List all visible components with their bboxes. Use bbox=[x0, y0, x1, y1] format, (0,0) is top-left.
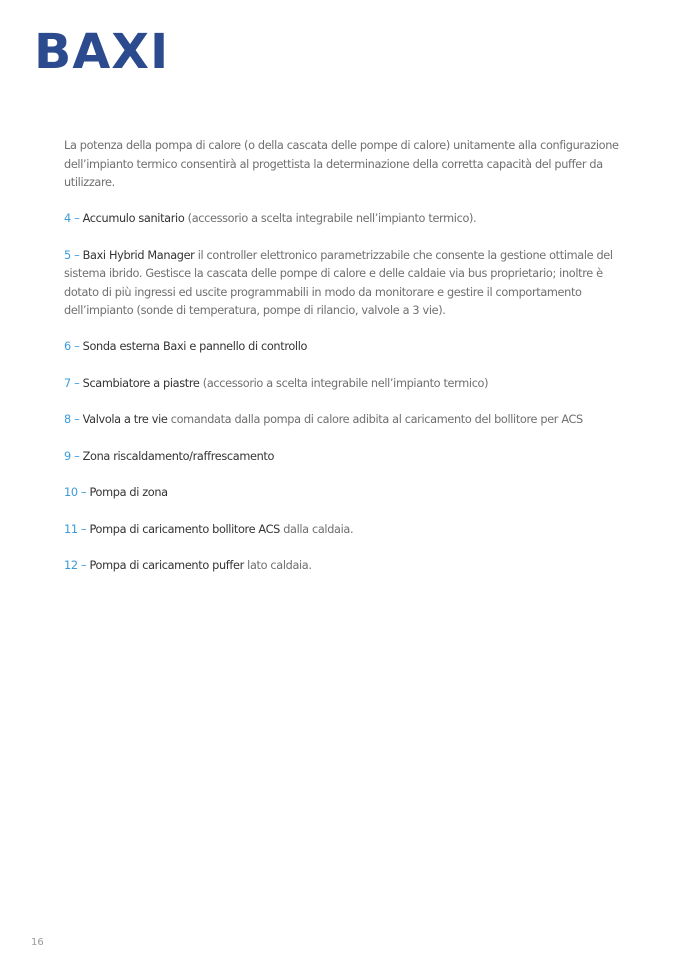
item-separator: – bbox=[70, 248, 83, 262]
item-number: 10 bbox=[64, 486, 78, 499]
item-title: Pompa di caricamento puffer bbox=[89, 559, 244, 572]
item-number: 8 bbox=[64, 413, 71, 426]
item-number: 6 bbox=[64, 340, 71, 353]
item-separator: – bbox=[70, 340, 83, 353]
item-title: Zona riscaldamento/raffrescamento bbox=[82, 449, 275, 463]
list-item bbox=[64, 338, 624, 357]
list-item bbox=[64, 557, 624, 576]
item-separator: – bbox=[70, 376, 83, 390]
document-body bbox=[64, 137, 624, 576]
item-separator: – bbox=[77, 559, 90, 572]
list-item bbox=[64, 247, 624, 321]
item-separator: – bbox=[77, 486, 90, 499]
item-number: 12 bbox=[64, 559, 78, 572]
list-item bbox=[64, 448, 624, 467]
item-title: Accumulo sanitario bbox=[82, 212, 185, 225]
item-number: 7 bbox=[64, 376, 71, 390]
item-number: 4 bbox=[64, 212, 71, 225]
baxi-logo: BAXI bbox=[34, 24, 170, 80]
item-title: Scambiatore a piastre bbox=[82, 376, 200, 390]
item-separator: – bbox=[77, 522, 90, 536]
item-description: il controller elettronico parametrizzabile che consente la gestione ottimale del sistema ibrido. Gestisce la cascata delle pompe di calore e delle caldaie via bus proprietario; inoltre è dotato di più ingressi ed uscite programmabili in modo da monitorare e gestire il comportamento dell’impianto (sonde di temperatura, pompe di rilancio, valvole a 3 vie). bbox=[64, 248, 613, 317]
list-item bbox=[64, 375, 624, 394]
item-title: Sonda esterna Baxi e pannello di controllo bbox=[82, 340, 308, 353]
item-description: lato caldaia. bbox=[243, 559, 312, 572]
page-number: 16 bbox=[31, 937, 44, 948]
list-item bbox=[64, 210, 624, 229]
item-number: 5 bbox=[64, 248, 71, 262]
item-description: (accessorio a scelta integrabile nell’impianto termico). bbox=[184, 212, 477, 225]
item-title: Pompa di zona bbox=[89, 486, 168, 499]
item-title: Pompa di caricamento bollitore ACS bbox=[89, 522, 280, 536]
item-separator: – bbox=[70, 212, 83, 225]
item-separator: – bbox=[70, 413, 83, 426]
item-number: 11 bbox=[64, 522, 78, 536]
item-description: dalla caldaia. bbox=[279, 522, 354, 536]
list-item bbox=[64, 484, 624, 503]
item-description: (accessorio a scelta integrabile nell’impianto termico) bbox=[199, 376, 489, 390]
intro-paragraph: La potenza della pompa di calore (o della cascata delle pompe di calore) unitamente alla configurazione dell’impianto termico consentirà al progettista la determinazione della corretta capacità del puffer da utilizzare. bbox=[64, 139, 619, 189]
item-description: comandata dalla pompa di calore adibita al caricamento del bollitore per ACS bbox=[167, 413, 583, 426]
item-number: 9 bbox=[64, 449, 71, 463]
list-item bbox=[64, 411, 624, 430]
item-separator: – bbox=[70, 449, 83, 463]
list-item bbox=[64, 521, 624, 540]
item-title: Valvola a tre vie bbox=[82, 413, 168, 426]
item-title: Baxi Hybrid Manager bbox=[82, 248, 195, 262]
